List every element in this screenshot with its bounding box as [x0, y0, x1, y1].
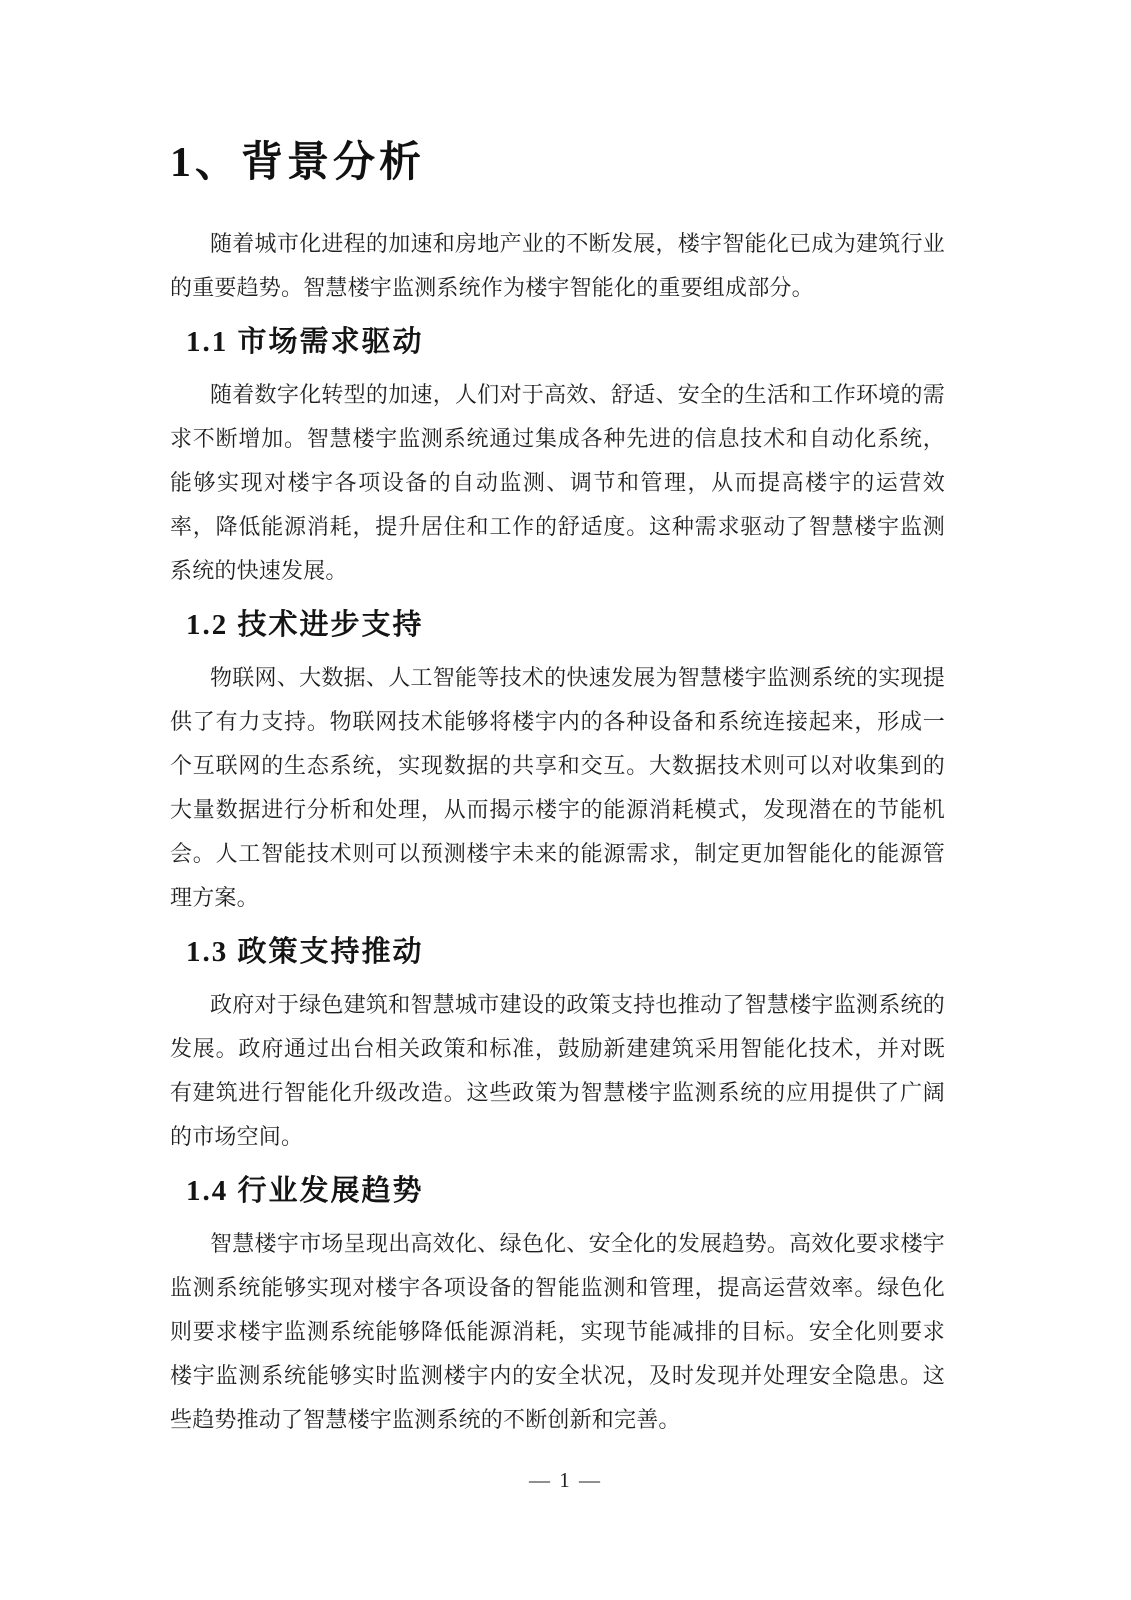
section-paragraph-tech-progress: 物联网、大数据、人工智能等技术的快速发展为智慧楼宇监测系统的实现提供了有力支持。物联网技术能够将楼宇内的各种设备和系统连接起来，形成一个互联网的生态系统，实现数据的共享和交互。大数据技术则可以对收集到的大量数据进行分析和处理，从而揭示楼宇的能源消耗模式，发现潜在的节能机会。人工智能技术则可以预测楼宇未来的能源需求，制定更加智能化的能源管理方案。: [170, 665, 945, 910]
document-title: 1、背景分析: [170, 140, 426, 186]
section-heading-tech-progress: 1.2 技术进步支持: [186, 609, 424, 641]
page-number: — 1 —: [529, 1468, 602, 1492]
section-heading-market-demand: 1.1 市场需求驱动: [186, 326, 424, 358]
section-paragraph-industry-trend: 智慧楼宇市场呈现出高效化、绿色化、安全化的发展趋势。高效化要求楼宇监测系统能够实现对楼宇各项设备的智能监测和管理，提高运营效率。绿色化则要求楼宇监测系统能够降低能源消耗，实现节能减排的目标。安全化则要求楼宇监测系统能够实时监测楼宇内的安全状况，及时发现并处理安全隐患。这些趋势推动了智慧楼宇监测系统的不断创新和完善。: [170, 1231, 945, 1432]
section-paragraph-market-demand: 随着数字化转型的加速，人们对于高效、舒适、安全的生活和工作环境的需求不断增加。智慧楼宇监测系统通过集成各种先进的信息技术和自动化系统，能够实现对楼宇各项设备的自动监测、调节和管理，从而提高楼宇的运营效率，降低能源消耗，提升居住和工作的舒适度。这种需求驱动了智慧楼宇监测系统的快速发展。: [170, 382, 945, 583]
intro-paragraph: 随着城市化进程的加速和房地产业的不断发展，楼宇智能化已成为建筑行业的重要趋势。智慧楼宇监测系统作为楼宇智能化的重要组成部分。: [170, 231, 945, 300]
section-heading-policy-support: 1.3 政策支持推动: [186, 936, 424, 968]
section-paragraph-policy-support: 政府对于绿色建筑和智慧城市建设的政策支持也推动了智慧楼宇监测系统的发展。政府通过出台相关政策和标准，鼓励新建建筑采用智能化技术，并对既有建筑进行智能化升级改造。这些政策为智慧楼宇监测系统的应用提供了广阔的市场空间。: [170, 992, 945, 1149]
section-heading-industry-trend: 1.4 行业发展趋势: [186, 1175, 424, 1207]
